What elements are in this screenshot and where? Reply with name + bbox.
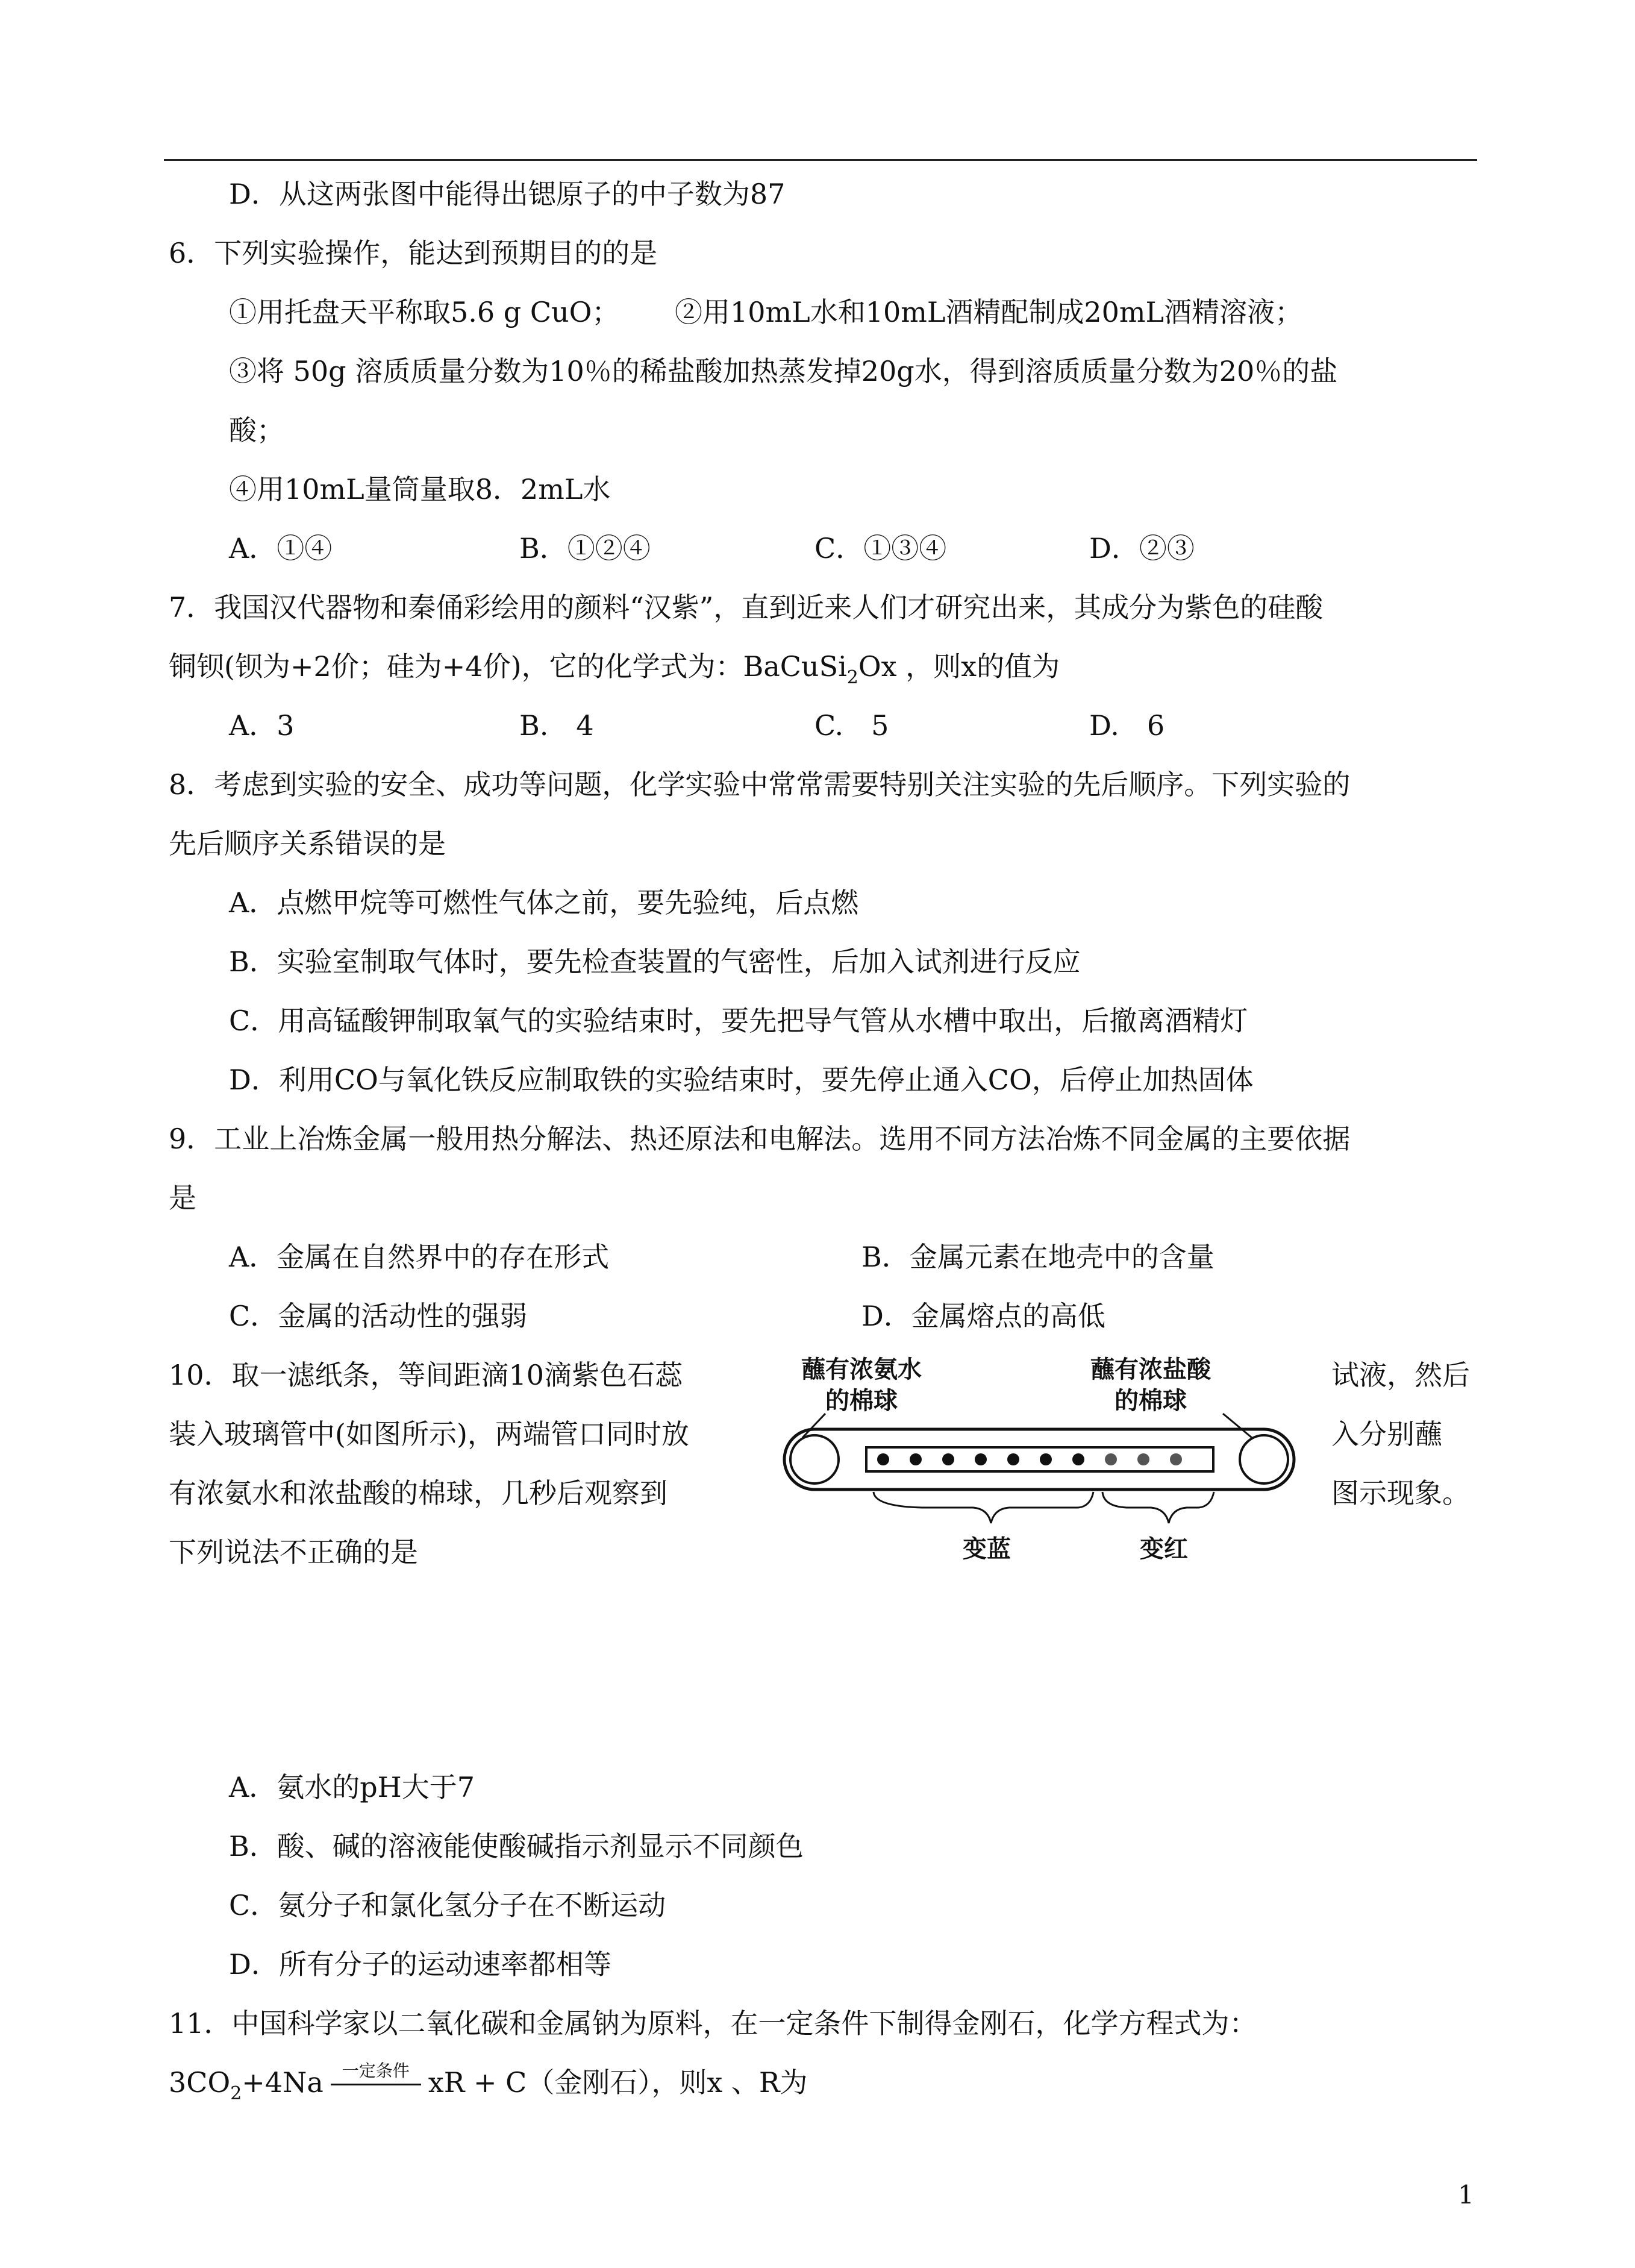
- q8-stem: 8．考虑到实验的安全、成功等问题，化学实验中常常需要特别关注实验的先后顺序。下列实验的: [169, 768, 1351, 801]
- q10-option-b: B．酸、碱的溶液能使酸碱指示剂显示不同颜色: [229, 1830, 804, 1862]
- glass-tube-diagram: [765, 1347, 1313, 1576]
- q6-stem: 6．下列实验操作，能达到预期目的的是: [169, 237, 658, 269]
- litmus-drop: [1137, 1453, 1149, 1465]
- q6-statement-3-cont: 酸；: [229, 414, 284, 446]
- q10-stem-line-2-right: 入分别蘸: [1331, 1418, 1442, 1450]
- q7-formula-subscript: 2: [846, 667, 858, 688]
- q6-option-d: D．②③: [1089, 532, 1195, 565]
- q10-stem-line-3: 有浓氨水和浓盐酸的棉球，几秒后观察到: [169, 1477, 667, 1509]
- label-turns-blue: 变蓝: [963, 1535, 1011, 1563]
- q7-option-a: A．3: [229, 709, 295, 742]
- q10-option-c: C．氨分子和氯化氢分子在不断运动: [229, 1889, 666, 1922]
- label-turns-red: 变红: [1140, 1535, 1188, 1563]
- label-hcl-line1: 蘸有浓盐酸: [1090, 1356, 1211, 1383]
- q7-option-d: D. 6: [1089, 709, 1165, 742]
- q11-reactant-na: +4Na: [242, 2066, 324, 2099]
- q8-option-d: D．利用CO与氧化铁反应制取铁的实验结束时，要先停止通入CO，后停止加热固体: [229, 1064, 1254, 1096]
- q10-stem-line-2: 装入玻璃管中(如图所示)，两端管口同时放: [169, 1418, 689, 1450]
- litmus-drop: [942, 1453, 954, 1465]
- reaction-bar: [331, 2084, 421, 2085]
- q10-stem-line-1: 10．取一滤纸条，等间距滴10滴紫色石蕊: [169, 1359, 683, 1391]
- cotton-ball-hcl: [1240, 1435, 1288, 1483]
- label-ammonia-line1: 蘸有浓氨水: [801, 1356, 922, 1383]
- q10-stem-line-3-right: 图示现象。: [1331, 1477, 1470, 1509]
- litmus-drop: [975, 1453, 987, 1465]
- q9-option-b: B．金属元素在地壳中的含量: [861, 1241, 1215, 1273]
- cotton-ball-ammonia: [790, 1435, 839, 1483]
- q8-option-c: C．用高锰酸钾制取氧气的实验结束时，要先把导气管从水槽中取出，后撤离酒精灯: [229, 1004, 1248, 1037]
- brace-blue: [874, 1492, 1093, 1523]
- reaction-condition: 一定条件: [342, 2061, 410, 2081]
- q11-reactant-co2: 3CO: [169, 2066, 231, 2099]
- label-ammonia-line2: 的棉球: [825, 1387, 898, 1415]
- q10-stem-line-4: 下列说法不正确的是: [169, 1536, 418, 1568]
- q9-stem-cont: 是: [169, 1182, 196, 1214]
- q6-option-b: B．①②④: [519, 532, 651, 565]
- q6-statement-4: ④用10mL量筒量取8．2mL水: [229, 473, 611, 506]
- q8-option-a: A．点燃甲烷等可燃性气体之前，要先验纯，后点燃: [229, 886, 859, 919]
- q9-option-a: A．金属在自然界中的存在形式: [229, 1241, 610, 1273]
- q8-stem-cont: 先后顺序关系错误的是: [169, 827, 446, 860]
- q7-stem-cont: [169, 648, 1060, 688]
- q11-stem: 11．中国科学家以二氧化碳和金属钠为原料，在一定条件下制得金刚石，化学方程式为：: [169, 2007, 1257, 2040]
- q6-statement-3: ③将 50g 溶质质量分数为10％的稀盐酸加热蒸发掉20g水，得到溶质质量分数为20％的盐: [229, 355, 1338, 387]
- q6-statement-1: ①用托盘天平称取5.6 g CuO；: [229, 296, 620, 328]
- reaction-arrow: [331, 2061, 421, 2100]
- pointer-left: [802, 1414, 825, 1438]
- q6-option-a: A．①④: [229, 532, 333, 565]
- litmus-drop: [1105, 1453, 1117, 1465]
- q7-stem: 7．我国汉代器物和秦俑彩绘用的颜料“汉紫”，直到近来人们才研究出来，其成分为紫色的硅酸: [169, 591, 1324, 624]
- brace-red: [1102, 1492, 1214, 1523]
- q10-option-a: A．氨水的pH大于7: [229, 1771, 475, 1803]
- litmus-drop: [1170, 1453, 1182, 1465]
- litmus-drop: [1040, 1453, 1052, 1465]
- q10-stem-line-1-right: 试液，然后: [1331, 1359, 1470, 1391]
- q10-option-d: D．所有分子的运动速率都相等: [229, 1948, 611, 1981]
- header-rule: [164, 159, 1477, 161]
- q7-option-b: B. 4: [519, 709, 594, 742]
- q7-formula-text: 铜钡(钡为+2价；硅为+4价)，它的化学式为：BaCuSi: [169, 650, 847, 683]
- q6-option-c: C．①③④: [814, 532, 947, 565]
- q9-option-c: C．金属的活动性的强弱: [229, 1300, 528, 1332]
- litmus-drop: [910, 1453, 922, 1465]
- q5-option-d: D．从这两张图中能得出锶原子的中子数为87: [229, 178, 786, 210]
- q11-products: xR + C（金刚石），则x 、R为: [428, 2066, 808, 2099]
- glass-tube: [784, 1429, 1294, 1490]
- pointer-right: [1223, 1414, 1252, 1438]
- q7-formula-tail: Ox ，则x的值为: [858, 650, 1060, 683]
- q6-statement-2: ②用10mL水和10mL酒精配制成20mL酒精溶液；: [675, 296, 1303, 328]
- q11-equation: [169, 2061, 808, 2104]
- q9-stem: 9．工业上冶炼金属一般用热分解法、热还原法和电解法。选用不同方法冶炼不同金属的主要依据: [169, 1123, 1351, 1155]
- q7-option-c: C. 5: [814, 709, 889, 742]
- litmus-drop: [877, 1453, 889, 1465]
- q8-option-b: B．实验室制取气体时，要先检查装置的气密性，后加入试剂进行反应: [229, 945, 1081, 978]
- litmus-drop: [1072, 1453, 1084, 1465]
- litmus-drop: [1007, 1453, 1019, 1465]
- page-number: 1: [1458, 2180, 1474, 2210]
- label-hcl-line2: 的棉球: [1114, 1387, 1187, 1415]
- q11-subscript: 2: [230, 2083, 242, 2104]
- q9-option-d: D．金属熔点的高低: [861, 1300, 1105, 1332]
